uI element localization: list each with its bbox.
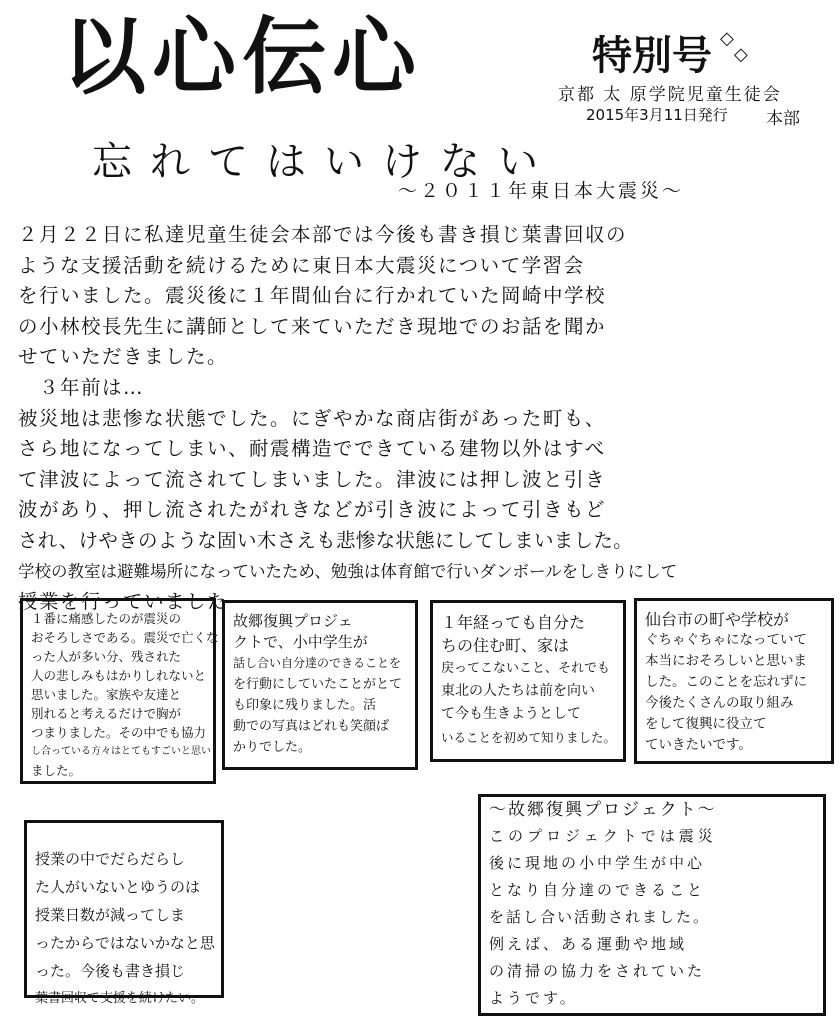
comment-line: ちの住む町、家は — [441, 636, 570, 655]
comment-line: 別れると考えるだけで胸が — [31, 706, 182, 721]
comment-line: 人の悲しみもはかりしれないと — [31, 668, 207, 683]
comment-line: 思いました。家族や友達と — [31, 687, 182, 702]
comment-line: 今後たくさんの取り組み — [645, 695, 794, 711]
comment-line: を行動にしていたことがとて — [233, 677, 403, 692]
project-line: このプロジェクトでは震災 — [489, 827, 717, 845]
comment-line: ったからではないかなと思 — [35, 934, 215, 952]
body-line: さら地になってしまい、耐震構造でできている建物以外はすべ — [18, 437, 606, 461]
comment-line: クトで、小中学生が — [233, 633, 368, 651]
body-line: 授業を行っていました — [18, 590, 229, 614]
special-issue-label: 特別号 — [592, 33, 712, 79]
project-line: ようです。 — [489, 989, 578, 1007]
comment-line: おそろしさである。震災で亡くな — [31, 630, 219, 645]
comment-line: 本当におそろしいと思いま — [645, 653, 807, 669]
comment-line: 戻ってこないこと、それでも — [441, 661, 611, 676]
project-line: 例えば、ある運動や地域 — [489, 935, 688, 953]
comment-box-4 — [634, 598, 834, 764]
comment-line: 故郷復興プロジェ — [233, 612, 353, 630]
body-line: 学校の教室は避難場所になっていたため、勉強は体育館で行いダンボールをしきりにして — [18, 561, 678, 581]
project-line: を話し合い活動されました。 — [489, 908, 711, 926]
comment-line: た人がいないとゆうのは — [35, 878, 201, 896]
comment-line: 話し合い自分達のできることを — [233, 656, 402, 670]
comment-line: 東北の人たちは前を向い — [441, 683, 595, 699]
department-label: 本部 — [766, 109, 800, 129]
comment-line: １年経っても自分た — [441, 613, 586, 632]
project-line: 後に現地の小中学生が中心 — [489, 854, 706, 872]
comment-box-3 — [430, 600, 626, 762]
comment-line: １番に痛感したのが震災の — [31, 611, 182, 626]
comment-box-5 — [24, 820, 224, 1006]
newspaper-title: 以心伝心 — [62, 8, 423, 106]
comment-line: った人が多い分、残された — [31, 649, 182, 664]
comment-line: 動での写真はどれも笑顔ば — [233, 719, 390, 734]
comment-line: ていきたいです。 — [645, 737, 752, 753]
body-line: を行いました。震災後に１年間仙台に行かれていた岡崎中学校 — [18, 284, 607, 308]
comment-line: て今も生きようとして — [441, 706, 581, 722]
comment-line: 授業日数が減ってしま — [35, 906, 186, 924]
comment-box-1 — [20, 598, 219, 784]
project-box — [478, 794, 826, 1016]
headline: 忘れてはいけない — [92, 139, 556, 185]
body-line: せていただきました。 — [18, 345, 229, 369]
comment-line: も印象に残りました。活 — [233, 698, 377, 713]
comment-line: つまりました。その中でも協力 — [31, 725, 207, 740]
body-line: て津波によって流されてしまいました。津波には押し波と引き — [18, 467, 607, 491]
body-line: 波があり、押し流されたがれきなどが引き波によって引きもど — [18, 498, 607, 522]
body-line: ３年前は… — [18, 375, 145, 399]
comment-box-2 — [222, 600, 418, 770]
body-line: の小林校長先生に講師として来ていただき現地でのお話を聞か — [18, 314, 607, 338]
sparkle-icon: ◇ — [734, 44, 748, 65]
body-line: され、けやきのような固い木さえも悲惨な状態にしてしまいました。 — [18, 528, 633, 552]
article-body — [18, 220, 824, 618]
comment-line: かりでした。 — [233, 740, 312, 755]
body-line: 被災地は悲惨な状態でした。にぎやかな商店街があった町も、 — [18, 406, 606, 430]
project-line: の清掃の協力をされていた — [489, 962, 706, 980]
comment-line: 葉書回収で支援を続けたい。 — [35, 991, 205, 1006]
comment-line: ました。 — [31, 763, 82, 778]
comment-line: いることを初めて知りました。 — [441, 730, 617, 745]
comment-line: をして復興に役立て — [645, 716, 767, 732]
comment-line: した。このことを忘れずに — [645, 674, 807, 690]
sparkle-icon: ◇ — [720, 28, 734, 49]
comment-line: し合っている方々はとてもすごいと思い — [31, 746, 211, 757]
project-box-title: ～故郷復興プロジェクト～ — [489, 797, 717, 824]
subheadline: ～２０１１年東日本大震災～ — [398, 180, 685, 202]
comment-line: った。今後も書き損じ — [35, 962, 186, 980]
project-line: となり自分達のできること — [489, 881, 706, 899]
comment-line: 仙台市の町や学校が — [645, 610, 790, 629]
body-line: ような支援活動を続けるために東日本大震災について学習会 — [18, 253, 585, 277]
comment-line: ぐちゃぐちゃになっていて — [645, 632, 807, 648]
school-name: 京都 太 原学院児童生徒会 — [558, 85, 782, 105]
comment-line: 授業の中でだらだらし — [35, 850, 186, 868]
issue-date: 2015年3月11日発行 — [586, 106, 728, 124]
body-line: ２月２２日に私達児童生徒会本部では今後も書き損じ葉書回収の — [18, 223, 628, 246]
